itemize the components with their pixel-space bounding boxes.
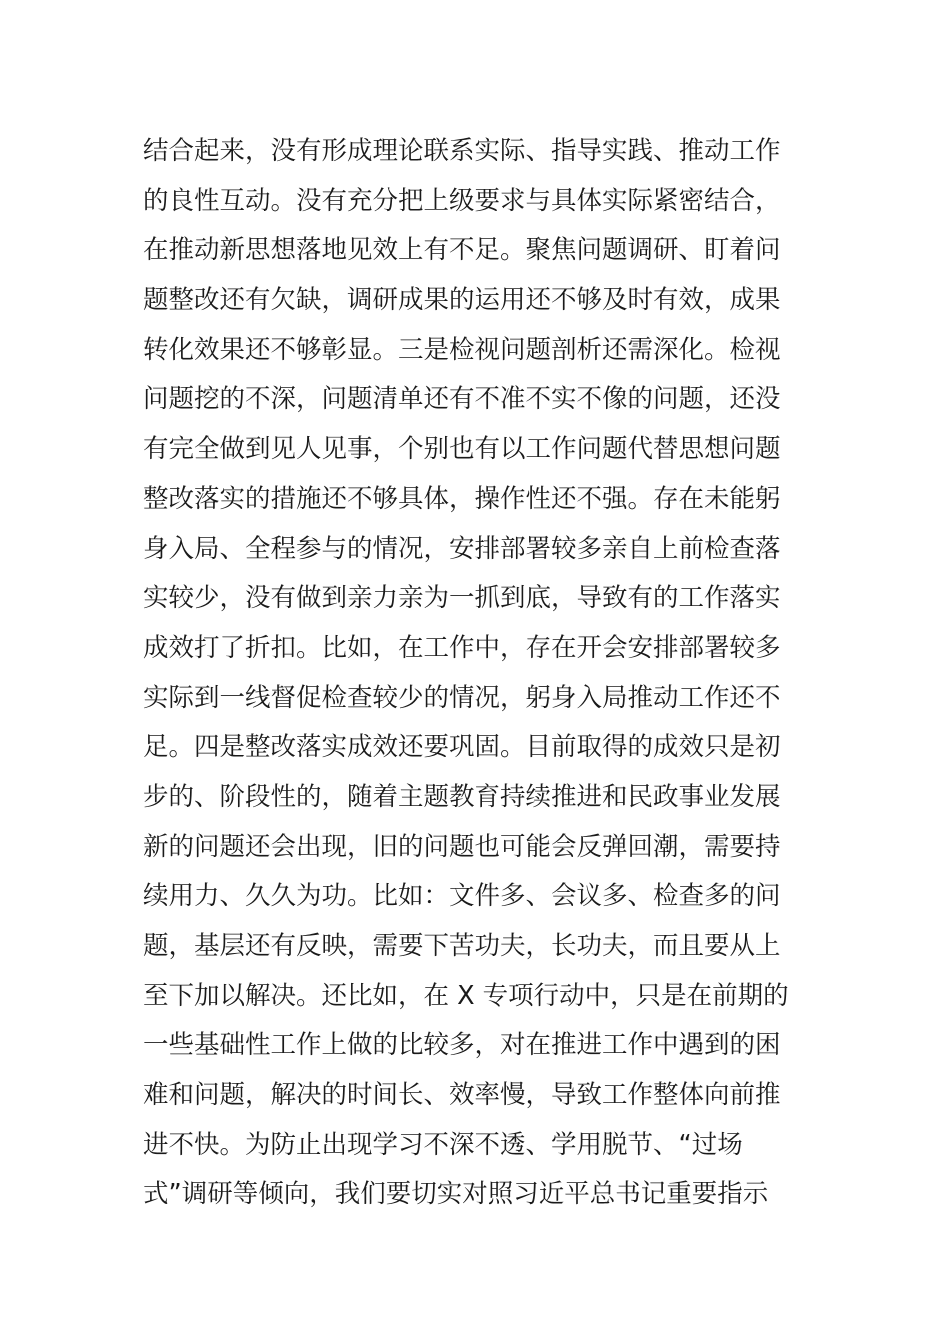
text-line-9: 身入局、全程参与的情况，安排部署较多亲自上前检查落 [143,533,781,564]
text-line-16: 续用力、久久为功。比如：文件多、会议多、检查多的问 [143,881,781,912]
text-line-13: 足。四是整改落实成效还要巩固。目前取得的成效只是初 [143,732,781,763]
text-line-11: 成效打了折扣。比如，在工作中，存在开会安排部署较多 [143,632,781,663]
text-line-19: 一些基础性工作上做的比较多，对在推进工作中遇到的困 [143,1030,781,1061]
text-line-4: 题整改还有欠缺，调研成果的运用还不够及时有效，成果 [143,285,781,316]
text-line-10: 实较少，没有做到亲力亲为一抓到底，导致有的工作落实 [143,583,781,614]
text-line-21: 进不快。为防止出现学习不深不透、学用脱节、“过场 [143,1129,743,1160]
text-line-18: 至下加以解决。还比如，在 X 专项行动中，只是在前期的 [143,980,789,1011]
text-line-6: 问题挖的不深，问题清单还有不准不实不像的问题，还没 [143,384,781,415]
text-line-8: 整改落实的措施还不够具体，操作性还不强。存在未能躬 [143,483,781,514]
text-line-22: 式”调研等倾向，我们要切实对照习近平总书记重要指示 [143,1179,769,1210]
text-line-20: 难和问题，解决的时间长、效率慢，导致工作整体向前推 [143,1080,781,1111]
text-line-17: 题，基层还有反映，需要下苦功夫，长功夫，而且要从上 [143,931,781,961]
body-text [143,127,813,1220]
text-line-12: 实际到一线督促检查较少的情况，躬身入局推动工作还不 [143,682,781,713]
text-line-15: 新的问题还会出现，旧的问题也可能会反弹回潮，需要持 [143,831,781,862]
text-line-14: 步的、阶段性的，随着主题教育持续推进和民政事业发展 [143,781,781,812]
text-line-1: 结合起来，没有形成理论联系实际、指导实践、推动工作 [143,136,781,166]
text-line-3: 在推动新思想落地见效上有不足。聚焦问题调研、盯着问 [143,235,781,266]
text-line-5: 转化效果还不够彰显。三是检视问题剖析还需深化。检视 [143,334,781,365]
text-line-7: 有完全做到见人见事，个别也有以工作问题代替思想问题 [143,434,781,465]
text-line-2: 的良性互动。没有充分把上级要求与具体实际紧密结合， [143,185,781,216]
